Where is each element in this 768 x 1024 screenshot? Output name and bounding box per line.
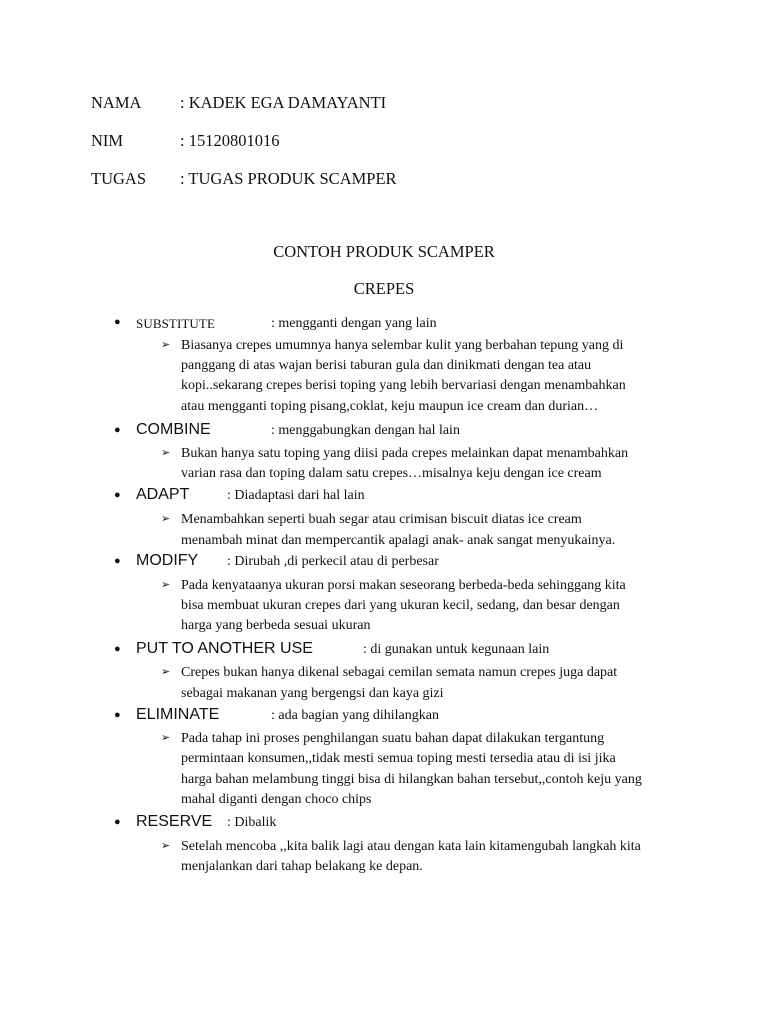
nim-label: NIM [91,131,124,150]
nama-value: : KADEK EGA DAMAYANTI [180,93,387,112]
scamper-desc: : Dirubah ,di perkecil atau di perbesar [227,554,439,569]
scamper-term: ADAPT [136,486,190,503]
tugas-label: TUGAS [91,169,147,188]
nim-value: : 15120801016 [180,131,280,150]
page-title: CONTOH PRODUK SCAMPER [273,242,495,261]
detail-line: permintaan konsumen,,tidak mesti semua toping mesti tersedia atau di isi jika [181,751,616,766]
arrow-bullet-icon: ➢ [161,513,171,525]
scamper-term: COMBINE [136,421,211,438]
scamper-term: ELIMINATE [136,706,220,723]
tugas-value: : TUGAS PRODUK SCAMPER [180,169,397,188]
detail-line: harga bahan melambung tinggi bisa di hilangkan bahan tersebut,,contoh keju yang [181,772,642,787]
detail-line: Setelah mencoba ,,kita balik lagi atau dengan kata lain kitamengubah langkah kita [181,839,641,854]
bullet-icon: ● [114,643,121,655]
scamper-term: RESERVE [136,813,213,830]
scamper-desc: : menggabungkan dengan hal lain [271,423,460,438]
bullet-icon: ● [114,424,121,436]
arrow-bullet-icon: ➢ [161,339,171,351]
detail-line: menambah minat dan mempercantik apalagi anak- anak sangat menyukainya. [181,533,616,548]
nama-row [91,93,386,113]
scamper-term: PUT TO ANOTHER USE [136,640,313,657]
scamper-desc: : mengganti dengan yang lain [271,316,437,331]
detail-line: Pada kenyataanya ukuran porsi makan seseorang berbeda-beda sehinggang kita [181,578,626,593]
detail-line: varian rasa dan toping dalam satu crepes…misalnya keju dengan ice cream [181,466,602,481]
scamper-desc: : Dibalik [227,815,277,830]
bullet-icon: ● [114,489,121,501]
scamper-desc: : ada bagian yang dihilangkan [271,708,439,723]
detail-line: mahal diganti dengan choco chips [181,792,372,807]
arrow-bullet-icon: ➢ [161,447,171,459]
detail-line: panggang di atas wajan berisi taburan gula dan dinikmati dengan tea atau [181,358,592,373]
detail-line: bisa membuat ukuran crepes dari yang ukuran kecil, sedang, dan besar dengan [181,598,620,613]
detail-line: Biasanya crepes umumnya hanya selembar kulit yang berbahan tepung yang di [181,338,624,353]
scamper-desc: : Diadaptasi dari hal lain [227,488,365,503]
tugas-row [91,169,397,189]
arrow-bullet-icon: ➢ [161,840,171,852]
detail-line: Pada tahap ini proses penghilangan suatu bahan dapat dilakukan tergantung [181,731,605,746]
bullet-icon: ● [114,316,121,328]
detail-line: kopi..sekarang crepes berisi toping yang lebih bervariasi dengan menambahkan [181,378,626,393]
page-subtitle: CREPES [353,279,415,298]
detail-line: menjalankan dari tahap belakang ke depan. [181,859,423,874]
nim-row [91,131,279,151]
bullet-icon: ● [114,555,121,567]
detail-line: sebagai makanan yang bergengsi dan kaya gizi [181,686,444,701]
detail-line: Crepes bukan hanya dikenal sebagai cemilan semata namun crepes juga dapat [181,665,618,680]
scamper-term: MODIFY [136,552,199,569]
detail-line: atau mengganti toping pisang,coklat, keju maupun ice cream dan durian… [181,399,599,414]
detail-line: Menambahkan seperti buah segar atau crimisan biscuit diatas ice cream [181,512,582,527]
arrow-bullet-icon: ➢ [161,732,171,744]
scamper-term: SUBSTITUTE [136,316,215,331]
arrow-bullet-icon: ➢ [161,579,171,591]
detail-line: harga yang berbeda sesuai ukuran [181,618,371,633]
bullet-icon: ● [114,709,121,721]
bullet-icon: ● [114,816,121,828]
detail-line: Bukan hanya satu toping yang diisi pada crepes melainkan dapat menambahkan [181,446,629,461]
scamper-desc: : di gunakan untuk kegunaan lain [363,642,550,657]
arrow-bullet-icon: ➢ [161,666,171,678]
nama-label: NAMA [91,93,142,112]
